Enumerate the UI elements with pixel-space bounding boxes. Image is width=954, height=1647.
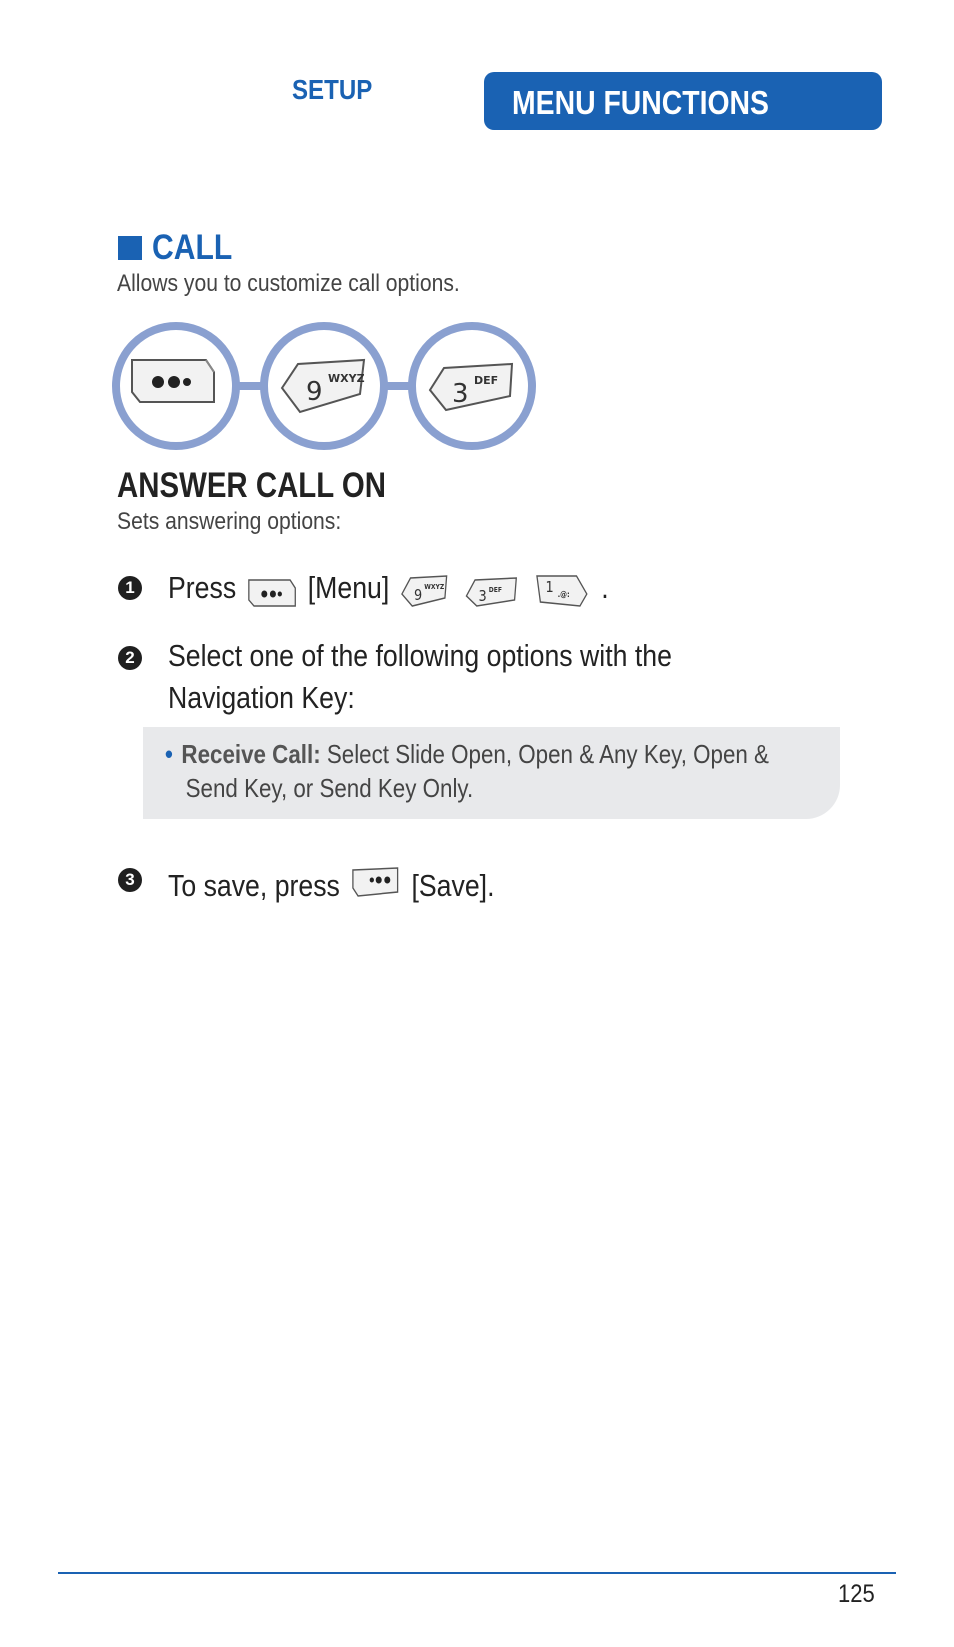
- step-1-text: [168, 568, 609, 608]
- option-text-line-1: Select Slide Open, Open & Any Key, Open &: [326, 739, 769, 769]
- step-2-line-1: Select one of the following options with the: [168, 638, 672, 673]
- key-9-icon: [276, 352, 372, 416]
- key-letters: DEF: [488, 585, 502, 594]
- option-label: Receive Call:: [181, 739, 321, 769]
- step-number: 3: [118, 868, 142, 892]
- option-bullet: •: [165, 739, 173, 769]
- shortcut-circle-menu: [112, 322, 240, 450]
- step-text: [Menu]: [307, 570, 390, 605]
- key-digit: 9: [306, 377, 323, 407]
- subsection-description: Sets answering options:: [117, 508, 342, 535]
- key-letters: DEF: [474, 374, 499, 387]
- shortcut-sequence: [112, 322, 542, 450]
- step-text: .: [601, 570, 609, 605]
- key-digit: 3: [452, 379, 469, 409]
- key-letters: WXYZ: [424, 582, 445, 591]
- step-text: To save, press: [168, 868, 340, 903]
- option-text-line-2: Send Key, or Send Key Only.: [185, 773, 474, 803]
- menu-functions-label: MENU FUNCTIONS: [512, 84, 769, 121]
- shortcut-circle-3: [408, 322, 536, 450]
- key-digit: 9: [413, 586, 423, 605]
- key-letters: .@:: [557, 589, 570, 599]
- save-softkey-icon: [351, 866, 401, 902]
- section-title: [118, 228, 245, 268]
- step-text: [Save].: [411, 868, 495, 903]
- menu-softkey-icon: [128, 352, 224, 412]
- subsection-title: ANSWER CALL ON: [117, 466, 386, 505]
- section-label-setup: SETUP: [292, 74, 373, 105]
- key-3-icon: [424, 352, 520, 416]
- option-receive-call: [165, 737, 819, 805]
- page-number: 125: [838, 1580, 875, 1608]
- section-title-text: CALL: [152, 228, 233, 267]
- section-description: Allows you to customize call options.: [117, 270, 460, 297]
- step-number: 2: [118, 646, 142, 670]
- options-box: [143, 727, 840, 819]
- shortcut-circle-9: [260, 322, 388, 450]
- step-2-line-2: Navigation Key:: [168, 680, 355, 715]
- key-9-icon: [400, 572, 450, 608]
- key-3-icon: [464, 572, 519, 608]
- menu-softkey-icon: [247, 572, 297, 608]
- key-digit: 3: [478, 587, 487, 606]
- key-digit: 1: [545, 578, 554, 597]
- step-3-text: [168, 866, 494, 906]
- key-1-icon: [534, 572, 591, 608]
- square-bullet-icon: [118, 236, 142, 260]
- menu-functions-tab: [484, 72, 882, 130]
- step-text: Press: [168, 570, 237, 605]
- key-letters: WXYZ: [328, 372, 365, 385]
- footer-rule: [58, 1572, 896, 1574]
- step-number: 1: [118, 576, 142, 600]
